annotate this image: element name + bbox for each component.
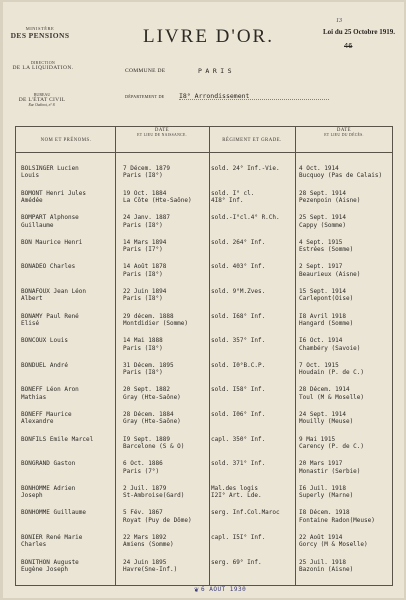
birth-cell-line1: 22 Juin 1894	[123, 288, 167, 295]
name-cell-line2: Albert	[21, 295, 43, 303]
name-cell-line2: Mathias	[21, 393, 47, 401]
death-cell-line1: 22 Août 1914	[299, 534, 343, 541]
decree-number: 46	[344, 42, 353, 50]
regiment-cell	[211, 263, 297, 270]
death-cell-line2: Hangard (Somme)	[299, 320, 354, 327]
birth-cell-line1: 14 Mars 1894	[123, 238, 167, 246]
death-cell	[299, 337, 399, 352]
decree-text: Loi du 25 Octobre 1919.	[323, 28, 396, 36]
birth-cell	[123, 436, 211, 451]
name-cell	[21, 509, 113, 516]
death-cell-line1: 28 Sept. 1914	[299, 189, 346, 197]
regiment-cell-line1: Mal.des logis	[211, 484, 258, 492]
regiment-cell-line1: sold. 9°M.Zves.	[211, 288, 266, 295]
birth-cell	[123, 337, 211, 352]
birth-cell	[123, 288, 211, 303]
death-cell-line1: 24 Sept. 1914	[299, 411, 346, 418]
birth-cell-line2: Barcelone (S & O)	[123, 443, 185, 450]
death-cell	[299, 214, 399, 229]
name-cell-line1: BOMPART Alphonse	[21, 214, 79, 222]
regiment-cell-line1: sold.-I°cl.4° R.Ch.	[211, 214, 280, 222]
regiment-cell-line1: sold. I06° Inf.	[211, 411, 266, 418]
name-cell-line2: Joseph	[21, 492, 43, 500]
birth-cell-line1: 24 Janv. 1887	[123, 214, 170, 222]
death-cell-line2: Carlepont(Oise)	[299, 295, 354, 303]
death-cell-line2: Bazonin (Aisne)	[299, 566, 354, 573]
name-cell-line1: BONADEO Charles	[21, 263, 76, 271]
regiment-cell	[211, 411, 297, 418]
death-cell-line2: Beaurieux (Aisne)	[299, 270, 361, 278]
name-cell-line2: Charles	[21, 541, 47, 549]
birth-cell-line1: 5 Fév. 1867	[123, 509, 163, 517]
stamp-mark: ❦	[194, 585, 199, 594]
birth-cell	[123, 485, 211, 500]
death-cell	[299, 436, 399, 451]
death-cell-line2: Pezenpoin (Aisne)	[299, 197, 361, 204]
name-cell-line1: BON Maurice Henri	[21, 238, 83, 246]
name-cell-line1: BONFILS Emile Marcel	[21, 435, 94, 443]
page-title: LIVRE D'OR.	[143, 26, 274, 47]
birth-cell-line2: St-Ambroise(Gard)	[123, 492, 185, 500]
regiment-cell-line1: sold. I° cl.	[211, 189, 255, 197]
birth-cell	[123, 509, 211, 524]
death-cell-line2: Carency (P. de C.)	[299, 443, 365, 450]
regiment-cell-line2: 4I8° Inf.	[211, 197, 244, 204]
death-cell-line2: Mouilly (Meuse)	[299, 418, 354, 426]
birth-cell-line2: Paris (I8°)	[123, 270, 163, 278]
name-cell	[21, 362, 113, 369]
regiment-cell-line1: sold. I68° Inf.	[211, 312, 266, 320]
regiment-cell	[211, 436, 297, 443]
regiment-cell-line1: sold. 357° Inf.	[211, 337, 266, 345]
death-cell-line2: Toul (M & Moselle)	[299, 393, 365, 401]
name-cell-line1: BONIER René Marie	[21, 534, 83, 541]
name-cell-line1: BONHOMME Guillaume	[21, 509, 87, 517]
death-cell-line2: Estrées (Somme)	[299, 246, 354, 254]
birth-cell-line1: 6 Oct. 1886	[123, 460, 163, 468]
name-cell	[21, 337, 113, 344]
birth-cell	[123, 239, 211, 254]
birth-cell-line1: 2 Juil. 1879	[123, 484, 167, 492]
ministry-line1: MINISTÈRE	[25, 26, 55, 31]
death-cell-line1: 20 Mars 1917	[299, 460, 343, 468]
column-header-regiment-text: RÉGIMENT ET GRADE.	[222, 138, 282, 143]
regiment-cell	[211, 386, 297, 393]
column-header-death-text: DATE	[336, 128, 352, 133]
department-value: I8° Arrondissement	[179, 92, 250, 100]
name-cell	[21, 190, 113, 205]
regiment-cell	[211, 460, 297, 467]
birth-cell-line2: Amiens (Somme)	[123, 541, 174, 549]
death-cell-line1: 4 Oct. 1914	[299, 165, 339, 172]
name-cell	[21, 436, 113, 443]
death-cell-line2: Fontaine Radon(Meuse)	[299, 516, 375, 524]
death-cell-line2: Monastir (Serbie)	[299, 467, 361, 475]
ministry-line2: DES PENSIONS	[10, 31, 70, 40]
birth-cell	[123, 534, 211, 549]
regiment-cell-line1: capl. I5I° Inf.	[211, 534, 266, 541]
commune-value: PARIS	[198, 67, 236, 75]
regiment-cell-line1: sold. 403° Inf.	[211, 263, 266, 271]
birth-cell-line2: Havre(Sne-Inf.)	[123, 566, 178, 573]
death-cell-line1: 4 Sept. 1915	[299, 238, 343, 246]
birth-cell-line1: 24 Juin 1895	[123, 558, 167, 566]
birth-cell	[123, 313, 211, 328]
birth-cell-line2: Gray (Hte-Saône)	[123, 418, 181, 426]
birth-cell-line1: 7 Décem. 1879	[123, 165, 170, 172]
name-cell-line1: BONHOMME Adrien	[21, 484, 76, 492]
birth-cell	[123, 362, 211, 377]
name-cell-line1: BONEFF Léon Aron	[21, 386, 79, 394]
birth-cell	[123, 214, 211, 229]
handwritten-mark: 13	[336, 18, 342, 24]
regiment-cell	[211, 534, 297, 541]
name-cell-line1: BOMONT Henri Jules	[21, 189, 87, 197]
column-header-birth-sub: ET LIEU DE NAISSANCE.	[137, 133, 187, 137]
birth-cell-line1: 20 Sept. 1882	[123, 386, 170, 394]
birth-cell-line2: Royat (Puy de Dôme)	[123, 516, 192, 524]
birth-cell-line2: Paris (7°)	[123, 467, 160, 475]
death-cell-line1: 2 Sept. 1917	[299, 263, 343, 271]
death-cell-line2: Gorcy (M & Moselle)	[299, 541, 368, 549]
name-cell	[21, 288, 113, 303]
death-cell	[299, 288, 399, 303]
name-cell-line2: Guillaume	[21, 221, 54, 229]
birth-cell-line2: La Côte (Hte-Saône)	[123, 197, 192, 204]
death-cell	[299, 386, 399, 401]
death-cell	[299, 362, 399, 377]
birth-cell-line2: Paris (I8°)	[123, 369, 163, 377]
birth-cell-line2: Paris (I7°)	[123, 246, 163, 254]
regiment-cell	[211, 337, 297, 344]
death-cell-line2: Chambéry (Savoie)	[299, 344, 361, 352]
name-cell-line1: BONCOUX Louis	[21, 337, 68, 345]
name-cell	[21, 534, 113, 549]
direction-line1: DIRECTION	[30, 60, 56, 65]
regiment-cell-line1: sold. I58° Inf.	[211, 386, 266, 394]
name-cell	[21, 460, 113, 467]
birth-cell-line1: 28 Décem. 1884	[123, 411, 174, 418]
column-header-birth	[115, 128, 209, 137]
name-cell-line2: Elisé	[21, 320, 40, 327]
death-cell	[299, 411, 399, 426]
dotted-rule	[179, 99, 329, 100]
death-cell	[299, 263, 399, 278]
regiment-cell-line1: sold. 371° Inf.	[211, 460, 266, 468]
death-cell-line1: I6 Oct. 1914	[299, 337, 343, 345]
regiment-cell	[211, 214, 297, 221]
death-cell-line1: I6 Juil. 1918	[299, 484, 346, 492]
column-header-death	[295, 128, 393, 137]
name-cell-line1: BONEFF Maurice	[21, 411, 72, 418]
death-cell-line1: 25 Juil. 1918	[299, 558, 346, 566]
death-cell	[299, 509, 399, 524]
regiment-cell	[211, 165, 297, 172]
header-divider	[15, 152, 393, 153]
death-cell-line1: I8 Décem. 1918	[299, 509, 350, 517]
regiment-cell-line1: serg. Inf.Col.Maroc	[211, 509, 280, 517]
name-cell	[21, 239, 113, 246]
regiment-cell-line1: sold. 264° Inf.	[211, 238, 266, 246]
date-stamp: 6 AOUT 1930	[201, 586, 247, 593]
death-cell-line1: I8 Avril 1918	[299, 312, 346, 320]
birth-cell-line2: Montdidier (Somme)	[123, 320, 189, 327]
regiment-cell-line1: capl. 350° Inf.	[211, 435, 266, 443]
regiment-cell	[211, 362, 297, 369]
regiment-cell-line1: sold. 24° Inf.-Vie.	[211, 165, 280, 172]
name-cell	[21, 411, 113, 426]
name-cell-line1: BONDUEL André	[21, 361, 68, 369]
regiment-cell	[211, 288, 297, 295]
direction-block	[9, 60, 77, 71]
regiment-cell	[211, 559, 297, 566]
department-label: DÉPARTEMENT DE	[125, 94, 165, 99]
birth-cell-line2: Paris (I8°)	[123, 221, 163, 229]
death-cell	[299, 313, 399, 328]
name-cell	[21, 214, 113, 229]
regiment-cell	[211, 239, 297, 246]
column-header-death-sub: ET LIEU DU DÉCÈS.	[324, 133, 364, 137]
ministry-block	[7, 26, 73, 40]
birth-cell	[123, 460, 211, 475]
bureau-line2: DE L'ÉTAT CIVIL	[18, 97, 66, 103]
birth-cell	[123, 190, 211, 205]
regiment-cell	[211, 313, 297, 320]
regiment-cell	[211, 190, 297, 205]
name-cell	[21, 313, 113, 328]
name-cell	[21, 165, 113, 180]
column-header-birth-text: DATE	[154, 128, 170, 133]
death-cell-line2: Bucquoy (Pas de Calais)	[299, 172, 383, 180]
birth-cell-line2: Gray (Hte-Saône)	[123, 393, 181, 401]
name-cell-line1: BOLSINGER Lucien	[21, 165, 79, 172]
birth-cell-line1: 31 Décem. 1895	[123, 361, 174, 369]
document-page	[3, 2, 404, 598]
bureau-line1: BUREAU	[33, 92, 51, 97]
birth-cell	[123, 386, 211, 401]
name-cell	[21, 485, 113, 500]
name-cell-line1: BONITHON Auguste	[21, 558, 79, 566]
name-cell-line1: BONGRAND Gaston	[21, 460, 76, 468]
name-cell-line2: Alexandre	[21, 418, 54, 426]
death-cell-line2: Cappy (Somme)	[299, 221, 346, 229]
regiment-cell-line2: I2I° Art. Lde.	[211, 492, 262, 500]
regiment-cell-line1: serg. 69° Inf.	[211, 558, 262, 566]
direction-line2: DE LA LIQUIDATION.	[12, 65, 74, 71]
death-cell-line2: Houdain (P. de C.)	[299, 369, 365, 377]
birth-cell-line1: 19 Oct. 1884	[123, 189, 167, 197]
birth-cell-line1: 14 Mai 1888	[123, 337, 163, 345]
death-cell	[299, 534, 399, 549]
death-cell-line1: 9 Mai 1915	[299, 435, 336, 443]
column-header-name	[17, 138, 115, 143]
birth-cell	[123, 559, 211, 574]
death-cell-line1: 7 Oct. 1915	[299, 361, 339, 369]
birth-cell-line1: 22 Mars 1892	[123, 534, 167, 541]
death-cell-line1: 25 Sept. 1914	[299, 214, 346, 222]
bureau-line3: Rue Oudinot, n° 8.	[28, 103, 56, 107]
birth-cell-line1: I9 Sept. 1889	[123, 435, 170, 443]
birth-cell-line2: Paris (I8°)	[123, 295, 163, 303]
column-header-regiment	[209, 138, 295, 143]
column-header-name-text: NOM ET PRÉNOMS.	[40, 138, 92, 143]
birth-cell-line2: Paris (I8°)	[123, 344, 163, 352]
name-cell-line1: BONAMY Paul René	[21, 312, 79, 320]
death-cell-line1: 28 Décem. 1914	[299, 386, 350, 394]
death-cell	[299, 460, 399, 475]
death-cell	[299, 559, 399, 574]
death-cell	[299, 239, 399, 254]
name-cell	[21, 559, 113, 574]
death-cell-line2: Superly (Marne)	[299, 492, 354, 500]
name-cell	[21, 386, 113, 401]
commune-label: COMMUNE DE	[125, 68, 166, 74]
regiment-cell	[211, 485, 297, 500]
birth-cell-line2: Paris (I8°)	[123, 172, 163, 180]
birth-cell	[123, 165, 211, 180]
birth-cell	[123, 411, 211, 426]
name-cell	[21, 263, 113, 270]
death-cell	[299, 485, 399, 500]
birth-cell-line1: 29 décem. 1888	[123, 312, 174, 320]
name-cell-line2: Eugène Joseph	[21, 566, 68, 573]
birth-cell	[123, 263, 211, 278]
bureau-block	[7, 92, 77, 107]
death-cell	[299, 190, 399, 205]
name-cell-line2: Louis	[21, 172, 40, 180]
regiment-cell-line1: sold. I0°B.C.P.	[211, 361, 266, 369]
name-cell-line2: Amédée	[21, 197, 43, 204]
death-cell-line1: 15 Sept. 1914	[299, 288, 346, 295]
birth-cell-line1: 14 Août 1878	[123, 263, 167, 271]
regiment-cell	[211, 509, 297, 516]
name-cell-line1: BONAFOUX Jean Léon	[21, 288, 87, 295]
death-cell	[299, 165, 399, 180]
